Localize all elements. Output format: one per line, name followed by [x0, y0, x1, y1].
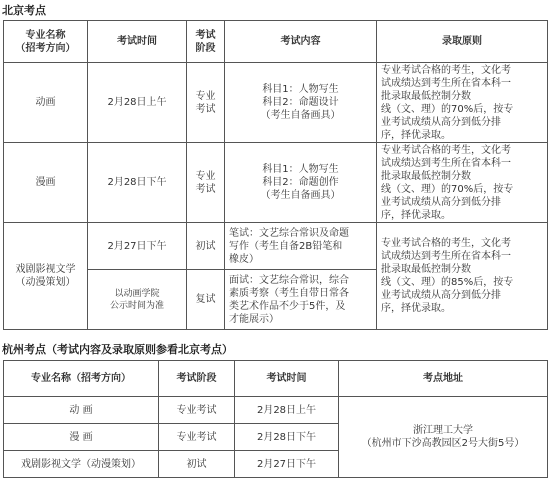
content-line: （考生自备画具） [260, 190, 341, 201]
content-line: 科目2：命题设计 [262, 97, 339, 108]
time-cell: 2月28日上午 [88, 63, 187, 143]
stage-cell: 专业考试 [159, 397, 235, 424]
beijing-exam-table [3, 20, 548, 330]
content-line: 科目1：人物写生 [262, 84, 339, 95]
header-time: 考试时间 [235, 361, 339, 397]
table-row [4, 397, 548, 424]
major-cell: 动 画 [4, 397, 159, 424]
header-major: 专业名称 （招考方向） [4, 21, 88, 63]
content-cell [225, 63, 377, 143]
stage-cell: 初试 [187, 223, 225, 270]
table-row [4, 63, 548, 143]
hangzhou-section-title: 杭州考点（考试内容及录取原则参看北京考点） [2, 343, 233, 356]
address-detail: （杭州市下沙高教园区2号大街5号） [361, 438, 525, 449]
content-cell: 笔试：文艺综合常识及命题 写作（考生自备2B铅笔和 橡皮） [225, 223, 377, 270]
content-line: （考生自备画具） [260, 110, 341, 121]
major-cell: 漫 画 [4, 424, 159, 451]
table-row [4, 223, 548, 270]
time-cell: 2月27日下午 [235, 451, 339, 478]
address-cell [339, 397, 548, 478]
rule-cell: 专业考试合格的考生，文化考 试成绩达到考生所在省本科一 批录取最低控制分数 线（文、理）的85%后，按专 业考试成绩从高分到低分排 序，择优录取。 [377, 223, 548, 330]
time-cell: 2月28日下午 [235, 424, 339, 451]
address-name: 浙江理工大学 [413, 425, 473, 436]
rule-cell: 专业考试合格的考生，文化考 试成绩达到考生所在省本科一 批录取最低控制分数 线（文、理）的70%后，按专 业考试成绩从高分到低分排 序，择优录取。 [377, 143, 548, 223]
major-cell: 戏剧影视文学（动漫策划） [4, 451, 159, 478]
time-cell: 2月28日下午 [88, 143, 187, 223]
header-address: 考点地址 [339, 361, 548, 397]
major-cell: 漫画 [4, 143, 88, 223]
time-cell: 2月28日上午 [235, 397, 339, 424]
header-stage: 考试 阶段 [187, 21, 225, 63]
table-row [4, 143, 548, 223]
time-cell: 以动画学院 公示时间为准 [88, 270, 187, 330]
major-cell: 动画 [4, 63, 88, 143]
rule-cell: 专业考试合格的考生，文化考 试成绩达到考生所在省本科一 批录取最低控制分数 线（文、理）的70%后，按专 业考试成绩从高分到低分排 序，择优录取。 [377, 63, 548, 143]
header-stage: 考试阶段 [159, 361, 235, 397]
time-cell: 2月27日下午 [88, 223, 187, 270]
major-cell: 戏剧影视文学 （动漫策划） [4, 223, 88, 330]
header-rule: 录取原则 [377, 21, 548, 63]
stage-cell: 初试 [159, 451, 235, 478]
content-line: 科目1：人物写生 [262, 164, 339, 175]
table-header-row [4, 361, 548, 397]
stage-cell: 专业考试 [159, 424, 235, 451]
beijing-section-title: 北京考点 [2, 4, 46, 17]
stage-cell: 复试 [187, 270, 225, 330]
table-header-row [4, 21, 548, 63]
header-time: 考试时间 [88, 21, 187, 63]
content-cell: 面试：文艺综合常识，综合 素质考察（考生自带日常各 类艺术作品不少于5件，及 才能展示） [225, 270, 377, 330]
header-content: 考试内容 [225, 21, 377, 63]
content-cell [225, 143, 377, 223]
content-line: 科目2：命题创作 [262, 177, 339, 188]
hangzhou-exam-table [3, 360, 548, 478]
stage-cell: 专业 考试 [187, 143, 225, 223]
header-major: 专业名称（招考方向） [4, 361, 159, 397]
stage-cell: 专业 考试 [187, 63, 225, 143]
